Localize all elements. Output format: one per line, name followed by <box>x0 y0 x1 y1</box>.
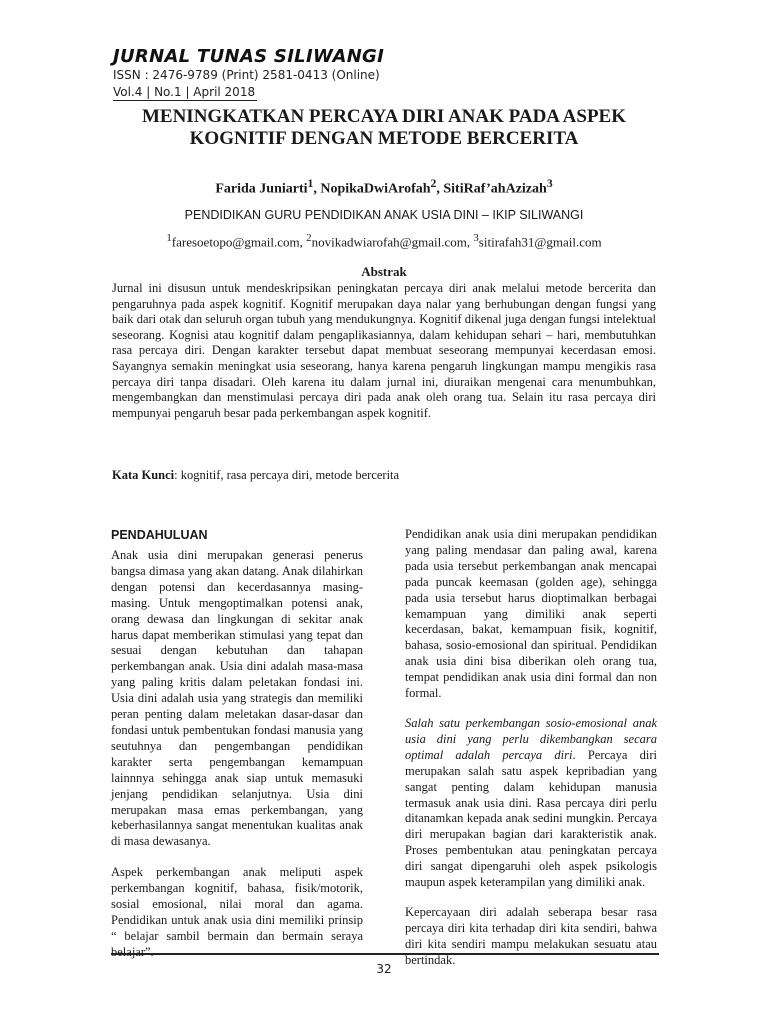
author-name: SitiRaf’ahAzizah <box>443 181 547 197</box>
keywords-list: : kognitif, rasa percaya diri, metode bercerita <box>174 468 400 482</box>
article-title: MENINGKATKAN PERCAYA DIRI ANAK PADA ASPEK KOGNITIF DENGAN METODE BERCERITA <box>141 106 627 149</box>
email-separator: , <box>299 234 307 250</box>
paragraph-rest: . Percaya diri merupakan salah satu aspek kepribadian yang sangat penting dalam kehidupan manusia termasuk anak usia dini. Rasa percaya diri perlu ditanamkan kepada anak sedini mungkin. Percaya diri merupakan bagian dari karakteristik anak. Proses pembentukan atau peningkatan percaya diri sangat dipengaruhi oleh aspek psikologis maupun aspek keterampilan yang dimiliki anak. <box>405 747 657 890</box>
email-address: novikadwiarofah@gmail.com <box>311 234 467 250</box>
body-paragraph: Kepercayaan diri adalah seberapa besar rasa percaya diri kita terhadap diri kita sendiri, bahwa diri kita sendiri mampu melakukan sesuatu atau bertindak. <box>405 904 657 967</box>
author-name: Farida Juniarti <box>215 181 308 197</box>
journal-volume: Vol.4 | No.1 | April 2018 <box>113 85 256 99</box>
email-mark: 3 <box>473 232 479 244</box>
author-affiliation-mark: 2 <box>430 177 437 190</box>
italic-lead: Salah satu perkembangan sosio-emosional anak usia dini yang perlu dikembangkan secara optimal adalah percaya diri <box>405 715 657 762</box>
author-separator: , <box>436 181 444 197</box>
author-emails <box>100 230 668 250</box>
body-paragraph: Anak usia dini merupakan generasi penerus bangsa dimasa yang akan datang. Anak dilahirkan dengan potensi dan kecerdasannya masing-masing. Untuk mengoptimalkan potensi anak, orang dewasa dan lingkungan di sekitar anak harus dapat memberikan stimulasi yang tepat dan sesuai dengan kebutuhan dan tahapan perkembangan anak. Usia dini adalah masa-masa yang paling kritis dalam peletakan fondasi ini. Usia dini adalah usia yang strategis dan memiliki peran penting dalam meletakan dasar-dasar dan fondasi untuk pembentukan fondasi manusia yang seutuhnya dan pengembangan pendidikan karakter serta pengembangan kemampuan lainnnya sehingga anak siap untuk memasuki jenjang pendidikan selanjutnya. Usia dini merupakan masa emas perkembangan, yang keberhasilannya sangat menentukan kualitas anak di masa dewasanya. <box>111 548 363 849</box>
page-number: 32 <box>376 962 392 976</box>
abstract-heading: Abstrak <box>361 264 407 279</box>
email-separator: , <box>466 234 474 250</box>
footer-rule <box>111 953 659 955</box>
journal-header <box>113 46 673 101</box>
section-heading: PENDAHULUAN <box>111 528 208 542</box>
keywords <box>112 467 656 483</box>
body-paragraph: Aspek perkembangan anak meliputi aspek perkembangan kognitif, bahasa, fisik/motorik, sosial emosional, nilai moral dan agama. Pendidikan untuk anak usia dini memiliki prinsip “ belajar sambil bermain dan bermain seraya belajar”. <box>111 865 363 959</box>
email-mark: 1 <box>166 232 172 244</box>
author-separator: , <box>313 181 321 197</box>
author-affiliation-mark: 1 <box>307 177 314 190</box>
journal-issn: ISSN : 2476-9789 (Print) 2581-0413 (Online) <box>113 68 380 82</box>
journal-name: JURNAL TUNAS SILIWANGI <box>113 46 385 67</box>
email-mark: 2 <box>306 232 312 244</box>
author-list <box>100 175 668 199</box>
email-address: sitirafah31@gmail.com <box>478 234 602 250</box>
keywords-label: Kata Kunci <box>112 468 175 482</box>
author-name: NopikaDwiArofah <box>320 181 431 197</box>
body-paragraph <box>405 716 657 891</box>
author-affiliation-mark: 3 <box>546 177 553 190</box>
right-column <box>405 527 657 984</box>
institution: PENDIDIKAN GURU PENDIDIKAN ANAK USIA DINI – IKIP SILIWANGI <box>184 208 584 222</box>
abstract-text: Jurnal ini disusun untuk mendeskripsikan peningkatan percaya diri anak melalui metode bercerita dan pengaruhnya pada aspek kognitif. Kognitif merupakan daya nalar yang berhubungan dengan fungsi yang baik dari otak dan seluruh organ tubuh yang mendukungnya. Kognitif dikenal juga dengan fungsi intelektual seseorang. Kognisi atau kognitif dalam pengaplikasiannya, dalam kehidupan sehari – hari, membutuhkan rasa percaya diri. Dengan karakter tersebut dapat membuat seseorang mempunyai kecerdasan emosi. Sayangnya semakin meningkat usia seseorang, hanya karena pengaruh lingkungan mampu mengikis rasa percaya diri tanpa disadari. Oleh karena itu dalam jurnal ini, diuraikan mengenai cara menumbuhkan, mengembangkan dan menstimulasi percaya diri pada anak oleh orang tua. Selain itu rasa percaya diri mempunyai pengaruh besar pada perkembangan aspek kognitif. <box>112 281 656 420</box>
email-address: faresoetopo@gmail.com <box>171 234 300 250</box>
body-paragraph: Pendidikan anak usia dini merupakan pendidikan yang paling mendasar dan paling awal, karena pada usia tersebut perkembangan anak mencapai pada puncak keemasan (golden age), sehingga pada usia tersebut harus dioptimalkan berbagai kemampuan yang dimiliki anak seperti kecerdasan, bakat, kemampuan fisik, kognitif, bahasa, sosio-emosional dan spiritual. Pendidikan anak usia dini bisa diberikan oleh orang tua, tempat pendidikan anak usia dini formal dan non formal. <box>405 527 657 701</box>
left-column <box>111 527 363 976</box>
